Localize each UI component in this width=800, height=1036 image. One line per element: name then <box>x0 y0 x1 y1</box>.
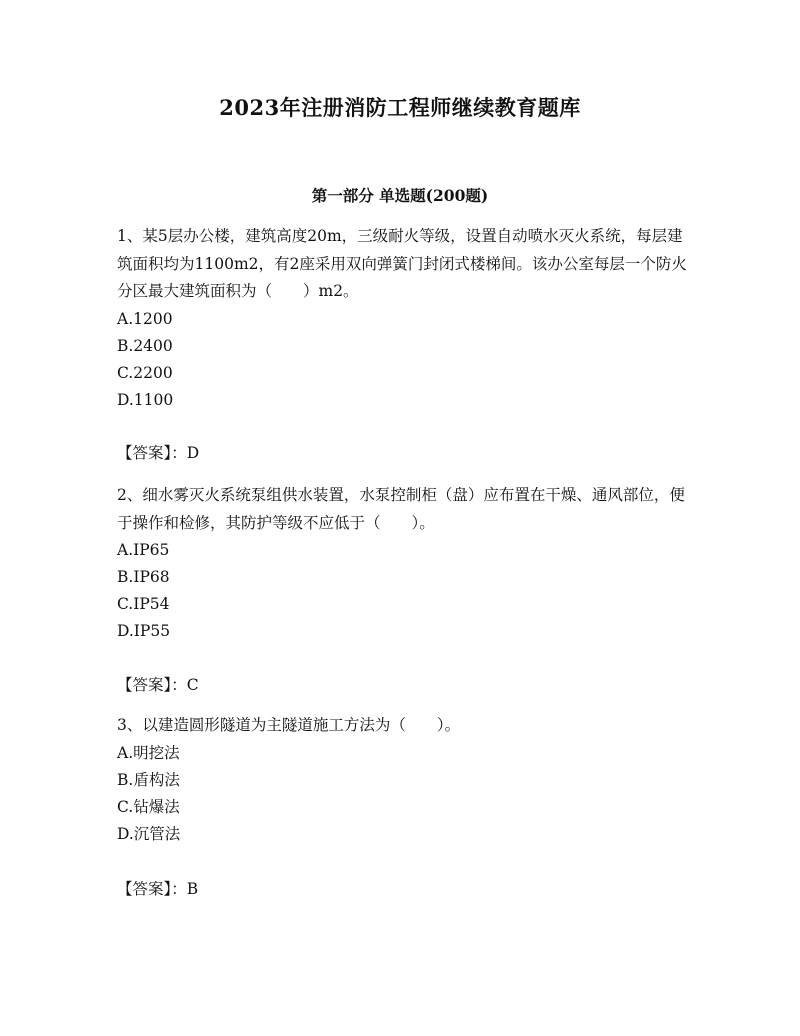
question-option: D.1100 <box>117 390 174 409</box>
question-option: B.2400 <box>117 336 173 355</box>
question-option: B.IP68 <box>117 568 170 586</box>
question-stem: 3、以建造圆形隧道为主隧道施工方法为（ ）。 <box>117 716 461 734</box>
question-option: A.1200 <box>117 309 173 328</box>
answer-line: 【答案】：C <box>117 676 199 694</box>
section-title: 第一部分 单选题(200题) <box>311 186 489 205</box>
answer-line: 【答案】：B <box>117 880 199 898</box>
question-1 <box>117 223 687 414</box>
question-option: B.盾构法 <box>117 770 180 789</box>
document-title: 2023年注册消防工程师继续教育题库 <box>219 95 581 120</box>
question-3 <box>117 712 687 848</box>
question-2 <box>117 482 687 645</box>
question-option: D.IP55 <box>117 622 171 640</box>
answer-line: 【答案】：D <box>117 444 200 462</box>
question-option: A.IP65 <box>117 541 170 559</box>
question-option: C.IP54 <box>117 595 170 613</box>
question-option: A.明挖法 <box>117 743 180 762</box>
question-stem: 2、细水雾灭火系统泵组供水装置，水泵控制柜（盘）应布置在干燥、通风部位，便于操作和检修，其防护等级不应低于（ ）。 <box>117 486 685 532</box>
question-option: C.2200 <box>117 363 173 382</box>
question-stem: 1、某5层办公楼，建筑高度20m，三级耐火等级，设置自动喷水灭火系统，每层建筑面积均为1100m2，有2座采用双向弹簧门封闭式楼梯间。该办公室每层一个防火分区最大建筑面积为（ ）m2。 <box>117 227 687 300</box>
question-option: C.钻爆法 <box>117 797 180 816</box>
question-option: D.沉管法 <box>117 824 181 843</box>
